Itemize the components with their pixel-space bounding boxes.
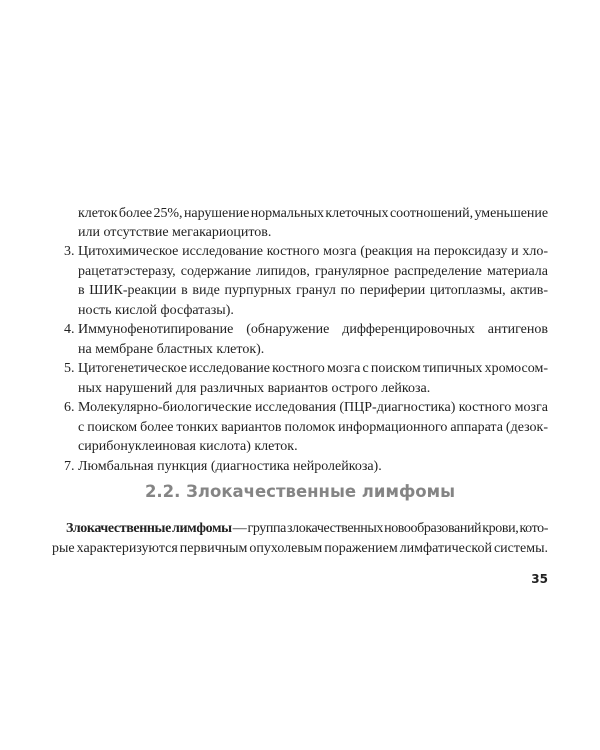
paragraph-line	[52, 519, 548, 538]
text-line: рацетатэстеразу, содержание липидов, гранулярное распределение материала	[78, 263, 548, 279]
text-line: клеток более 25%, нарушение нормальных клеточных соотношений, уменьшение	[78, 206, 548, 221]
text-line: ность кислой фосфатазы).	[78, 302, 234, 318]
text-line: Цитохимическое исследование костного мозга (реакция на пероксидазу и хло-	[78, 244, 548, 259]
list-number: 6.	[64, 400, 75, 415]
text-line: или отсутствие мегакариоцитов.	[78, 225, 272, 240]
text-line: с поиском более тонких вариантов поломок информационного аппарата (дезок-	[78, 419, 548, 435]
text-line: в ШИК-реакции в виде пурпурных гранул по периферии цитоплазмы, актив-	[78, 283, 548, 298]
text-line: Иммунофенотипирование (обнаружение дифференцировочных антигенов	[78, 322, 548, 337]
text-line: Цитогенетическое исследование костного мозга с поиском типичных хромосом-	[78, 361, 548, 376]
text-line: сирибонуклеиновая кислота) клеток.	[78, 439, 298, 454]
text-line: ных нарушений для различных вариантов острого лейкоза.	[78, 380, 431, 396]
paragraph-text: — группа злокачественных новообразований крови, кото-	[231, 521, 548, 536]
text-line: Люмбальная пункция (диагностика нейролейкоза).	[78, 458, 382, 474]
section-heading: 2.2. Злокачественные лимфомы	[144, 482, 456, 501]
list-number: 5.	[64, 361, 75, 376]
text-line: Молекулярно-биологические исследования (ПЦР-диагностика) костного мозга	[78, 400, 548, 415]
paragraph-line: рые характеризуются первичным опухолевым поражением лимфатической системы.	[52, 540, 548, 556]
list-number: 4.	[64, 322, 75, 337]
page-number: 35	[531, 572, 548, 586]
list-number: 7.	[64, 458, 75, 474]
list-number: 3.	[64, 244, 75, 259]
bold-term: Злокачественные лимфомы	[66, 521, 232, 536]
text-line: на мембране бластных клеток).	[78, 341, 265, 357]
